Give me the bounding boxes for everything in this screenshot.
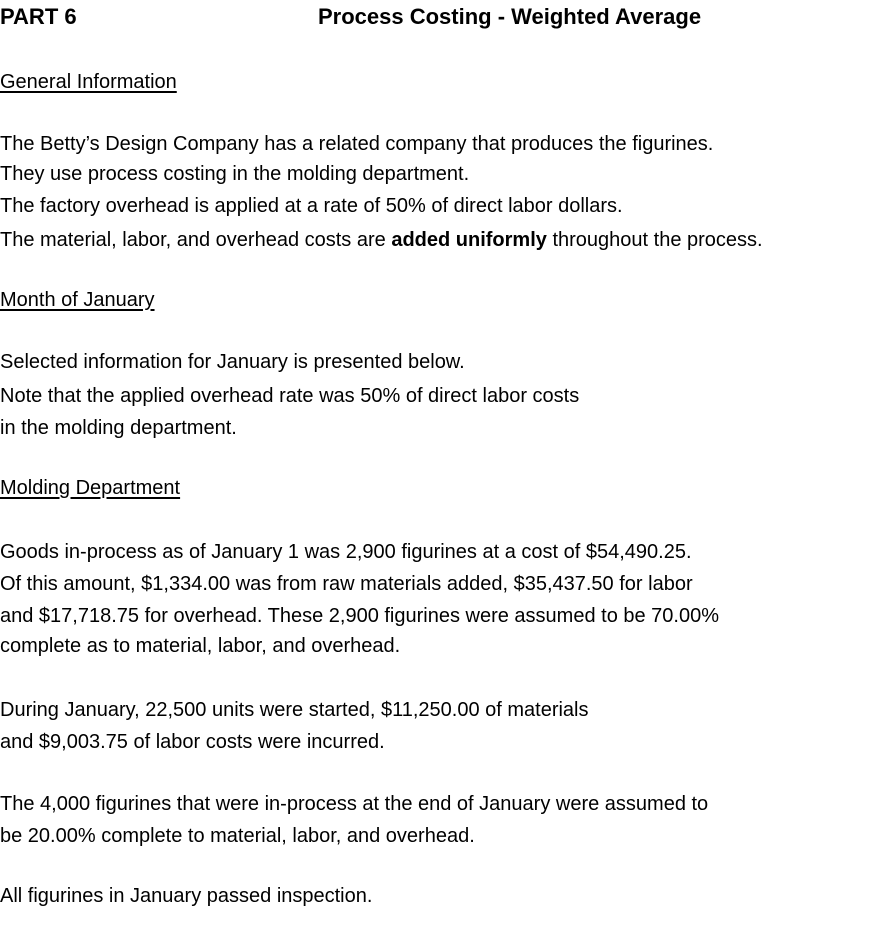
uniform-line-after: throughout the process.: [546, 229, 763, 251]
january-info-line: Selected information for January is presented below.: [0, 351, 465, 373]
january-info-line: in the molding department.: [0, 417, 237, 439]
january-activity-line: During January, 22,500 units were started, $11,250.00 of materials: [0, 699, 589, 721]
general-info-line: The Betty’s Design Company has a related company that produces the figurines.: [0, 133, 714, 155]
molding-department-heading: Molding Department: [0, 477, 181, 499]
ending-inventory-line: The 4,000 figurines that were in-process at the end of January were assumed to: [0, 793, 709, 815]
beginning-inventory-line: complete as to material, labor, and overhead.: [0, 635, 401, 657]
document-title: Process Costing - Weighted Average: [318, 4, 702, 29]
general-info-uniform-line: [0, 228, 763, 252]
january-activity-line: and $9,003.75 of labor costs were incurred.: [0, 731, 385, 753]
general-information-heading: General Information: [0, 71, 177, 93]
part-label: PART 6: [0, 4, 77, 29]
beginning-inventory-line: and $17,718.75 for overhead. These 2,900 figurines were assumed to be 70.00%: [0, 605, 720, 627]
inspection-line: All figurines in January passed inspection.: [0, 885, 373, 907]
beginning-inventory-line: Of this amount, $1,334.00 was from raw materials added, $35,437.50 for labor: [0, 573, 693, 595]
added-uniformly-emphasis: added uniformly: [391, 229, 547, 251]
beginning-inventory-line: Goods in-process as of January 1 was 2,900 figurines at a cost of $54,490.25.: [0, 541, 692, 563]
uniform-line-before: The material, labor, and overhead costs are: [0, 229, 392, 251]
general-info-line: The factory overhead is applied at a rate of 50% of direct labor dollars.: [0, 195, 623, 217]
january-info-line: Note that the applied overhead rate was 50% of direct labor costs: [0, 385, 580, 407]
ending-inventory-line: be 20.00% complete to material, labor, and overhead.: [0, 825, 475, 847]
general-info-line: They use process costing in the molding department.: [0, 163, 470, 185]
month-of-january-heading: Month of January: [0, 289, 155, 311]
